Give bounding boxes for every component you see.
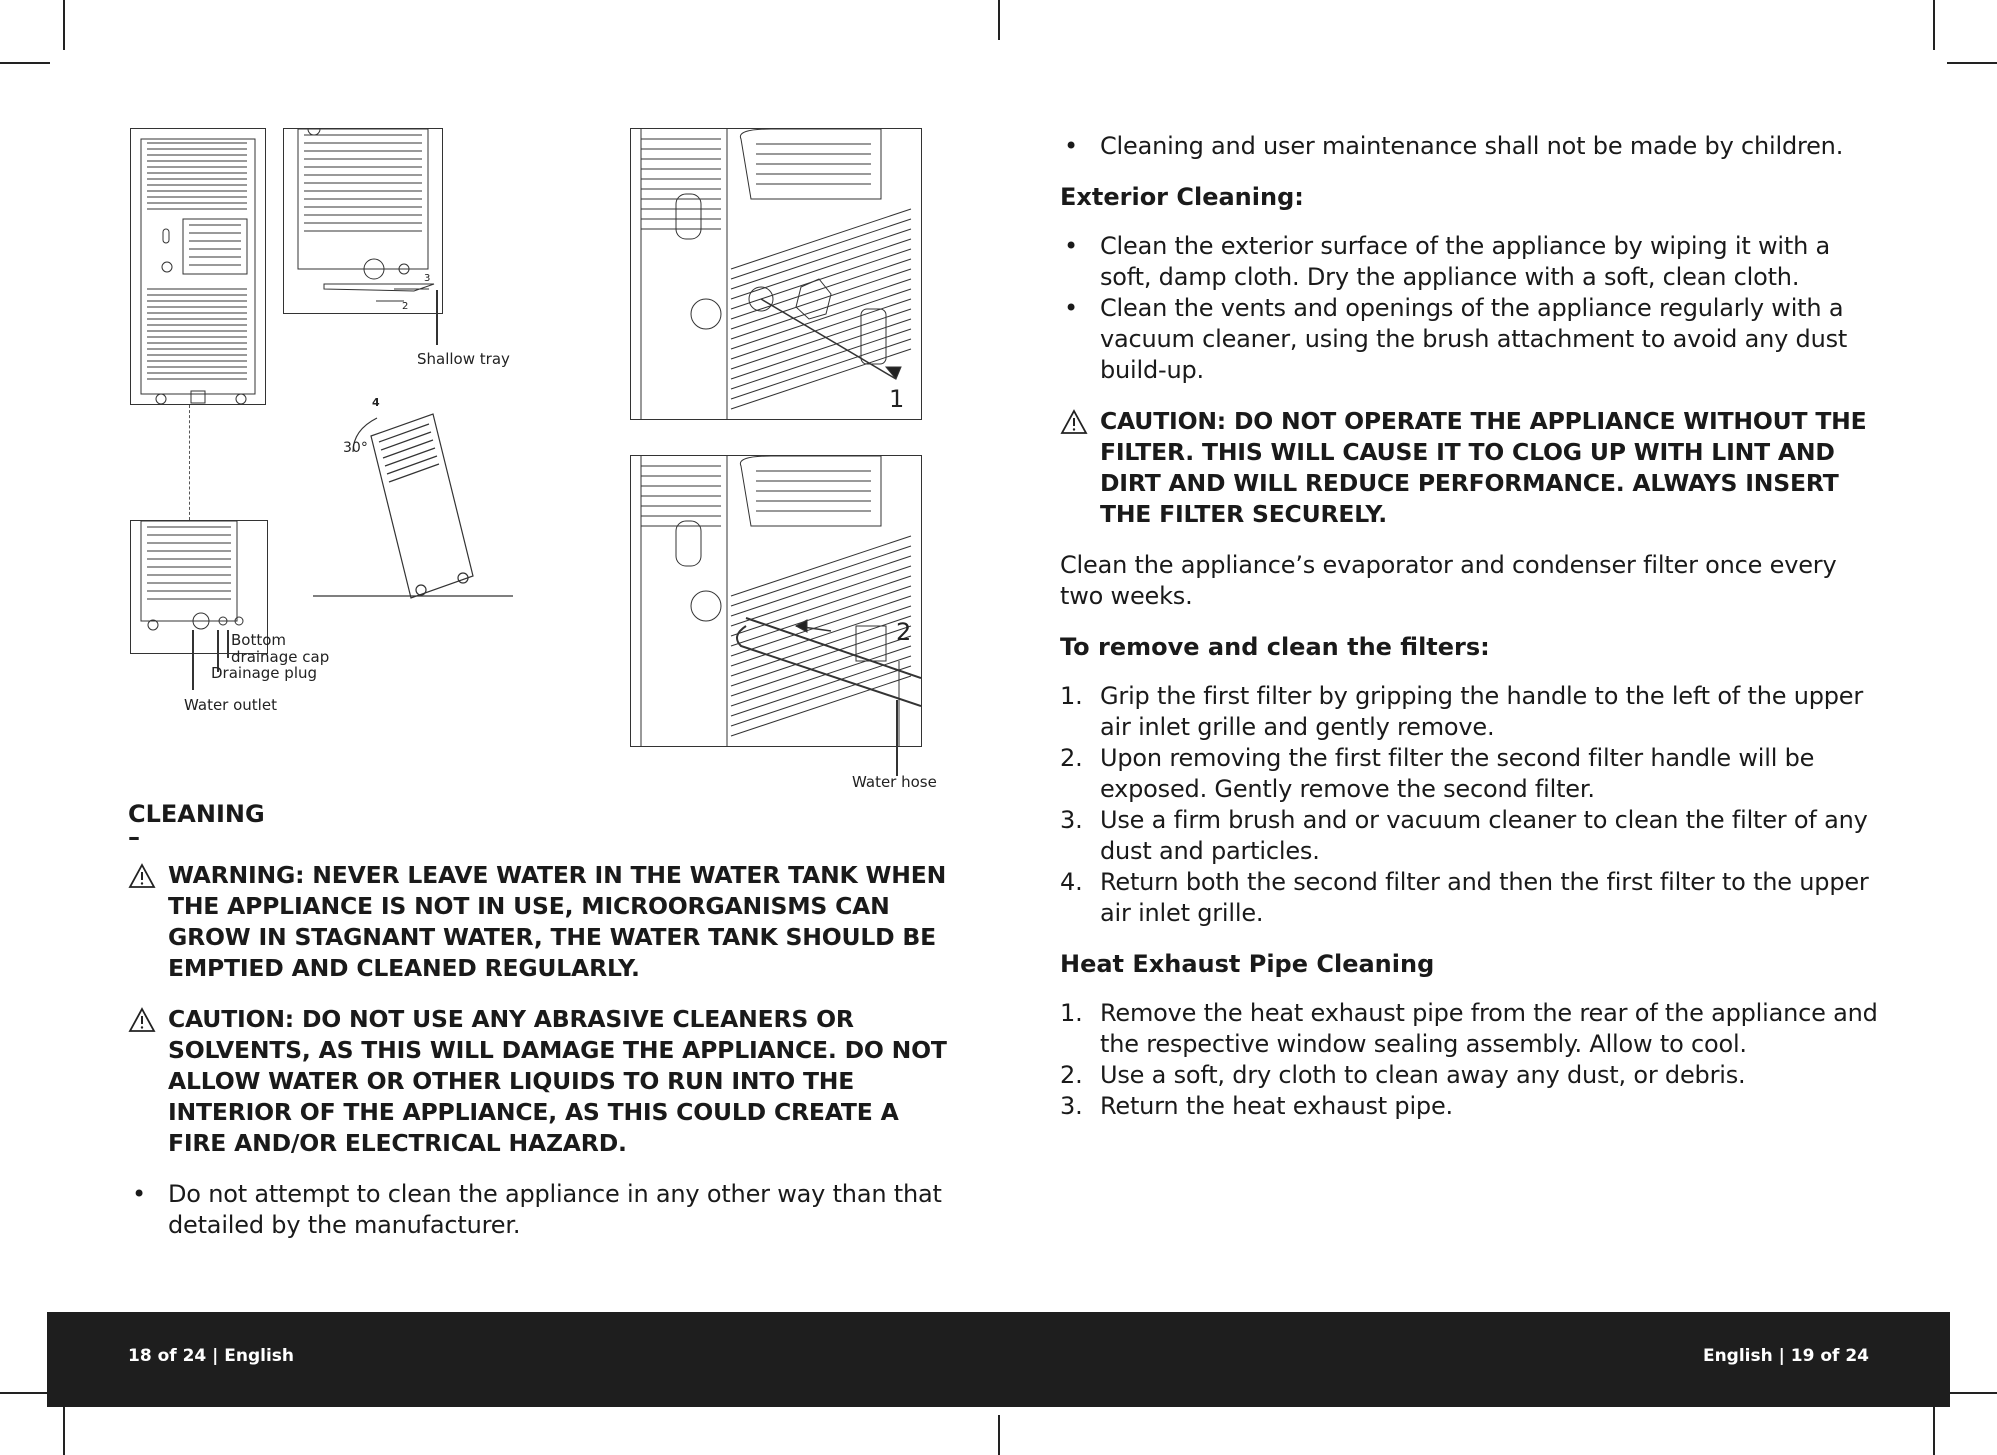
- step-text: Grip the first filter by gripping the handle to the left of the upper air inlet grille and gently remove.: [1100, 682, 1864, 741]
- bullet-icon: •: [1064, 232, 1078, 260]
- heading-exterior-cleaning: Exterior Cleaning:: [1060, 183, 1304, 211]
- list-number: 2.: [1060, 1061, 1083, 1089]
- step-text: Use a soft, dry cloth to clean away any dust, or debris.: [1100, 1061, 1746, 1089]
- caution-text: CAUTION: DO NOT USE ANY ABRASIVE CLEANERS OR SOLVENTS, AS THIS WILL DAMAGE THE APPLIANCE. DO NOT ALLOW WATER OR OTHER LIQUIDS TO RUN INTO THE INTERIOR OF THE APPLIANCE, AS THIS COULD CREATE A FIRE AND/OR ELECTRICAL HAZARD.: [168, 1005, 947, 1157]
- heading-remove-filters: To remove and clean the filters:: [1060, 633, 1490, 661]
- page-number-left: 18 of 24 | English: [128, 1346, 295, 1366]
- label-step-2: 2: [896, 618, 912, 646]
- label-shallow-tray: Shallow tray: [417, 350, 510, 368]
- list-item: [1060, 231, 1880, 293]
- list-number: 2.: [1060, 744, 1083, 772]
- left-page: [128, 0, 948, 1310]
- page-number-right: English | 19 of 24: [1702, 1346, 1869, 1366]
- list-item: [1060, 1060, 1880, 1091]
- caution-notice: [1060, 406, 1880, 530]
- right-page: [1060, 0, 1880, 1310]
- footer-bar: [47, 1312, 1950, 1407]
- list-item: [128, 1179, 948, 1241]
- bullet-text: Clean the exterior surface of the appliance by wiping it with a soft, damp cloth. Dry the appliance with a soft, clean cloth.: [1100, 232, 1831, 291]
- dashed-leader: [189, 405, 190, 520]
- label-step-1: 1: [889, 385, 905, 413]
- label-water-hose: Water hose: [852, 773, 937, 791]
- step-text: Remove the heat exhaust pipe from the rear of the appliance and the respective window sealing assembly. Allow to cool.: [1100, 999, 1878, 1058]
- list-item: [1060, 998, 1880, 1060]
- warning-text: WARNING: NEVER LEAVE WATER IN THE WATER TANK WHEN THE APPLIANCE IS NOT IN USE, MICROORGANISMS CAN GROW IN STAGNANT WATER, THE WATER TANK SHOULD BE EMPTIED AND CLEANED REGULARLY.: [168, 861, 947, 982]
- list-number: 1.: [1060, 999, 1083, 1027]
- water-hose-leader: [896, 700, 898, 776]
- crop-mark: [0, 62, 50, 64]
- filter-paragraph: Clean the appliance’s evaporator and condenser filter once every two weeks.: [1060, 551, 1837, 610]
- list-item: [1060, 293, 1880, 386]
- warning-icon: [1060, 409, 1088, 435]
- figure-shallow-tray: [283, 128, 443, 314]
- heading-heat-exhaust: Heat Exhaust Pipe Cleaning: [1060, 950, 1435, 978]
- warning-notice: [128, 860, 948, 984]
- figure-filter-step-2: [630, 455, 922, 747]
- crop-mark: [63, 1405, 65, 1455]
- warning-icon: [128, 1007, 156, 1033]
- bullet-text: Clean the vents and openings of the appliance regularly with a vacuum cleaner, using the brush attachment to avoid any dust build-up.: [1100, 294, 1848, 384]
- bullet-icon: •: [1064, 294, 1078, 322]
- figure-filter-step-1: [630, 128, 922, 420]
- bullet-icon: •: [1064, 132, 1078, 160]
- crop-mark: [1933, 0, 1935, 50]
- label-water-outlet: Water outlet: [184, 696, 277, 714]
- step-3-label: 3: [424, 273, 431, 284]
- crop-mark: [0, 1392, 50, 1394]
- step-text: Return both the second filter and then the first filter to the upper air inlet grille.: [1100, 868, 1869, 927]
- bullet-text: Do not attempt to clean the appliance in any other way than that detailed by the manufacturer.: [168, 1180, 942, 1239]
- list-item: [1060, 681, 1880, 743]
- label-drainage-plug: Drainage plug: [211, 664, 318, 682]
- leader-water-outlet: [192, 630, 194, 690]
- shallow-tray-leader: [436, 290, 438, 345]
- list-number: 3.: [1060, 1092, 1083, 1120]
- label-step-4: 4: [372, 396, 380, 409]
- list-item: [1060, 805, 1880, 867]
- warning-icon: [128, 863, 156, 889]
- svg-text:2: 2: [402, 301, 409, 312]
- section-dash: –: [128, 823, 140, 851]
- step-text: Upon removing the first filter the second filter handle will be exposed. Gently remove the second filter.: [1100, 744, 1815, 803]
- crop-mark: [1947, 1392, 1997, 1394]
- list-item: [1060, 867, 1880, 929]
- crop-mark: [998, 0, 1000, 40]
- list-number: 4.: [1060, 868, 1083, 896]
- label-bottom-drainage-cap: Bottom drainage cap: [231, 631, 330, 666]
- bullet-text: Cleaning and user maintenance shall not be made by children.: [1100, 132, 1844, 160]
- leader-drainage-cap: [227, 630, 229, 658]
- bullet-icon: •: [132, 1180, 146, 1208]
- figure-unit-rear: [130, 128, 266, 405]
- right-content: [1060, 131, 1880, 1122]
- crop-mark: [998, 1415, 1000, 1455]
- crop-mark: [1947, 62, 1997, 64]
- list-number: 3.: [1060, 806, 1083, 834]
- crop-mark: [63, 0, 65, 50]
- crop-mark: [1933, 1405, 1935, 1455]
- list-item: [1060, 743, 1880, 805]
- cleaning-section: [128, 800, 948, 1241]
- step-text: Return the heat exhaust pipe.: [1100, 1092, 1453, 1120]
- figure-tilted-unit: [313, 390, 513, 600]
- list-item: [1060, 131, 1880, 162]
- caution-text: CAUTION: DO NOT OPERATE THE APPLIANCE WITHOUT THE FILTER. THIS WILL CAUSE IT TO CLOG UP WITH LINT AND DIRT AND WILL REDUCE PERFORMANCE. ALWAYS INSERT THE FILTER SECURELY.: [1100, 407, 1867, 528]
- section-title: CLEANING: [128, 800, 265, 828]
- label-angle: 30°: [343, 440, 368, 456]
- caution-notice: [128, 1004, 948, 1159]
- list-number: 1.: [1060, 682, 1083, 710]
- step-text: Use a firm brush and or vacuum cleaner to clean the filter of any dust and particles.: [1100, 806, 1868, 865]
- list-item: [1060, 1091, 1880, 1122]
